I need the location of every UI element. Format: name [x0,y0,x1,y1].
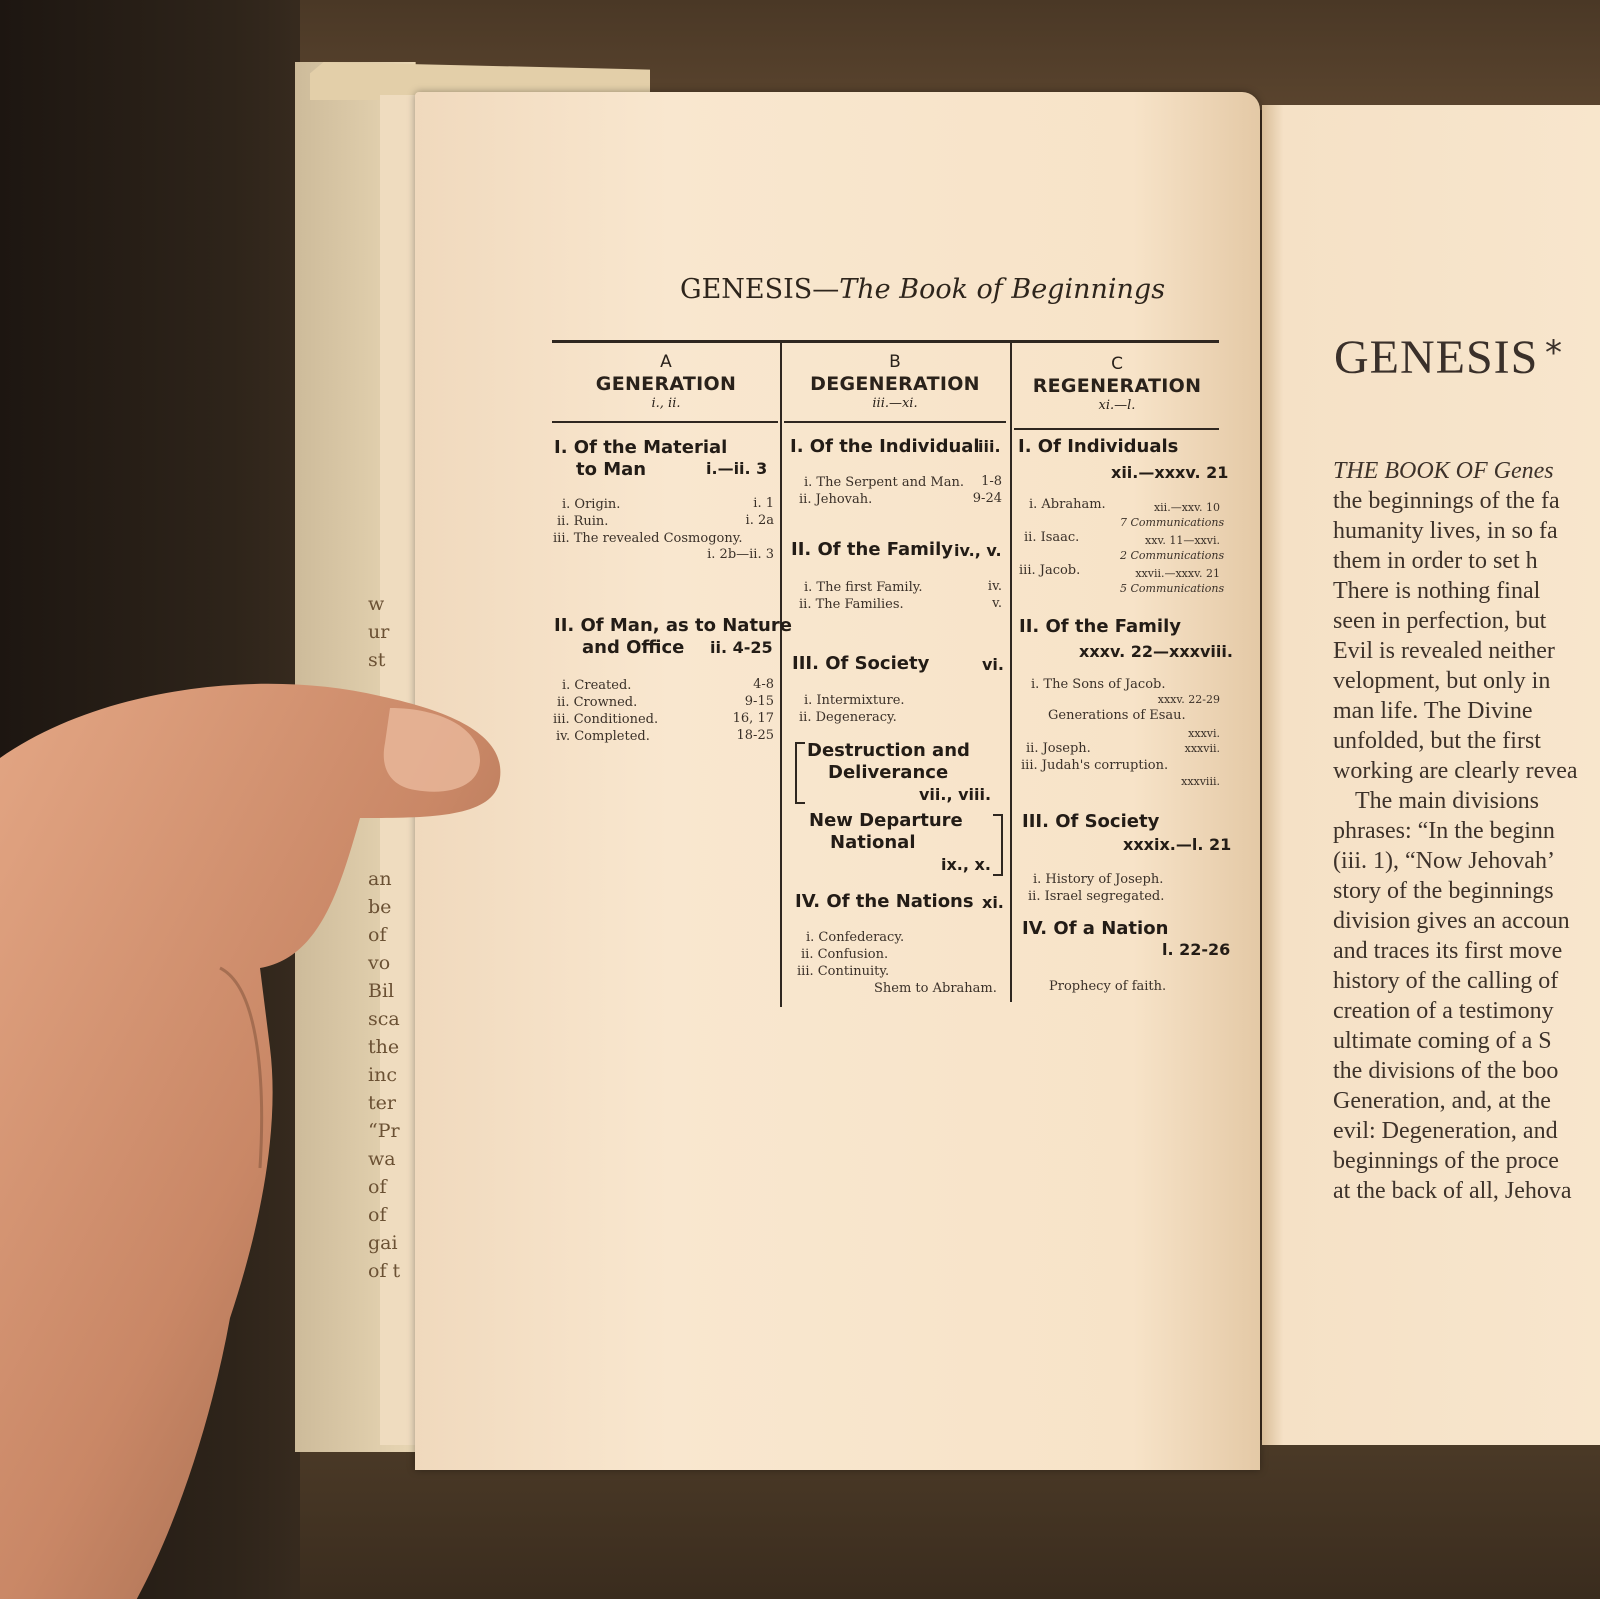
b-s1-ref: 1-8 [981,474,1002,489]
c-s3-item: i. History of Joseph. [1033,872,1164,887]
b-nd-ref: ix., x. [941,855,991,874]
c-section-1-ref: xii.—xxxv. 21 [1111,463,1229,482]
b-s4-item: i. Confederacy. [806,930,905,945]
a-s1-item: ii. Ruin. [557,514,609,529]
b-section-2-head: II. Of the Family [791,539,954,560]
header-rule-a [552,421,778,423]
b-destruction-head: Destruction and [807,740,970,761]
b-s2-item: i. The first Family. [804,580,923,595]
b-s1-item: i. The Serpent and Man. [804,475,964,490]
a-s2-ref: 18-25 [736,728,774,743]
column-refs: iii.—xi. [872,396,918,411]
a-s1-ref: i. 2b—ii. 3 [707,547,774,562]
b-s3-item: ii. Degeneracy. [799,710,897,725]
b-s1-ref: 9-24 [972,491,1002,506]
column-refs: i., ii. [651,396,681,411]
bracket-right [993,814,1003,876]
column-header-a [560,352,772,412]
column-name: GENERATION [595,373,737,395]
underlying-text-upper: w ur st [368,593,390,671]
c-section-3-head: III. Of Society [1022,811,1160,832]
underlying-text-lower: an be of vo Bil sca the inc ter “Pr wa of of gai of t [368,868,401,1282]
a-section-1-head: I. Of the Material [554,437,728,458]
c-s2-ref: xxxviii. [1181,775,1220,788]
column-letter: A [660,352,672,372]
c-section-2-ref: xxxv. 22—xxxviii. [1079,642,1233,661]
a-section-1-head-cont: to Man [576,459,647,480]
column-letter: B [889,352,901,372]
c-s1-comm: 5 Communications [1120,582,1225,595]
b-section-2-ref: iv., v. [954,541,1002,560]
b-s3-item: i. Intermixture. [804,693,905,708]
header-rule-b [784,421,1006,423]
right-page-heading: GENESIS [1334,331,1539,384]
b-section-1-ref: iii. [978,437,1001,456]
c-s2-item: i. The Sons of Jacob. [1031,677,1166,692]
b-section-3-head: III. Of Society [792,653,930,674]
a-s2-ref: 16, 17 [732,711,774,726]
c-s1-ref: xii.—xxv. 10 [1153,501,1220,514]
c-section-2-head: II. Of the Family [1019,616,1182,637]
c-section-1-head: I. Of Individuals [1018,436,1179,457]
page-title: GENESIS—The Book of Beginnings [680,274,1166,305]
a-section-2-ref: ii. 4-25 [710,638,773,657]
column-divider-ab [780,342,782,1007]
c-s1-comm: 2 Communications [1120,549,1225,562]
b-new-departure-head: New Departure [809,810,963,831]
b-s4-item: ii. Confusion. [801,947,889,962]
asterisk-icon: * [1545,333,1562,373]
b-s2-ref: iv. [987,579,1002,594]
a-s2-item: ii. Crowned. [557,695,638,710]
a-s2-item: iv. Completed. [556,729,650,744]
column-header-b [785,352,1005,412]
c-s1-item: ii. Isaac. [1024,530,1080,545]
c-s2-generations: Generations of Esau. [1048,708,1186,723]
c-s2-item: iii. Judah's corruption. [1021,758,1169,773]
c-s1-comm: 7 Communications [1120,516,1225,529]
b-s1-item: ii. Jehovah. [799,492,873,507]
a-s2-ref: 9-15 [744,694,774,709]
b-section-4-head: IV. Of the Nations [795,891,974,912]
c-s2-ref: xxxvii. [1184,742,1220,755]
b-section-3-ref: vi. [982,655,1004,674]
column-name: REGENERATION [1032,375,1202,397]
hand-holding-page [0,668,520,1599]
b-s2-item: ii. The Families. [799,597,904,612]
a-section-2-head: II. Of Man, as to Nature [554,615,792,636]
column-refs: xi.—l. [1098,398,1136,413]
c-s2-item: ii. Joseph. [1026,741,1091,756]
column-divider-bc [1010,342,1012,1002]
a-s2-item: i. Created. [562,678,632,693]
a-s1-ref: i. 1 [753,496,774,511]
c-s3-item: ii. Israel segregated. [1028,889,1165,904]
c-s4-tail: Prophecy of faith. [1049,979,1167,994]
c-section-4-ref: l. 22-26 [1162,940,1231,959]
c-s1-item: iii. Jacob. [1019,563,1081,578]
column-name: DEGENERATION [810,373,980,395]
table-top-rule [552,340,1219,343]
bracket-left [795,742,805,804]
c-s1-ref: xxvii.—xxxv. 21 [1135,567,1220,580]
header-rule-c [1014,428,1219,430]
a-s1-item: i. Origin. [562,497,621,512]
b-deliverance-head: Deliverance [828,762,949,783]
b-national-head: National [830,832,916,853]
a-s1-ref: i. 2a [745,513,774,528]
c-section-4-head: IV. Of a Nation [1022,918,1169,939]
column-letter: C [1111,354,1123,374]
b-s4-item: iii. Continuity. [797,964,890,979]
column-header-c [1012,354,1222,414]
b-dd-ref: vii., viii. [919,785,992,804]
c-s1-ref: xxv. 11—xxvi. [1145,534,1220,547]
c-s1-item: i. Abraham. [1029,497,1106,512]
a-s1-item: iii. The revealed Cosmogony. [553,531,743,546]
b-section-1-head: I. Of the Individual [790,436,980,457]
b-s2-ref: v. [992,596,1002,611]
a-section-2-head-cont: and Office [582,637,685,658]
c-s2-ref: xxxvi. [1188,727,1220,740]
a-s2-item: iii. Conditioned. [553,712,659,727]
c-section-3-ref: xxxix.—l. 21 [1123,835,1232,854]
a-s2-ref: 4-8 [753,677,774,692]
right-page-body: THE BOOK OF Genes the beginnings of the fa humanity lives, in so fa them in order to set h There is nothing final seen in perfection, but Evil is revealed neither velopment, but only in man life. The Divine unfolded, but the first working are clearly revea The main divisions phrases: “In the beginn (iii. 1), “Now Jehovah’ story of the beginnings division gives an accoun and traces its first move history of the calling of creation of a testimony ultimate coming of a S the divisions of the boo Generation, and, at the evil: Degeneration, and beginnings of the proce at the back of all, Jehova [1333,458,1578,1204]
c-s2-ref: xxxv. 22-29 [1157,693,1220,706]
b-s4-tail: Shem to Abraham. [874,981,997,996]
b-section-4-ref: xi. [982,893,1004,912]
a-section-1-ref: i.—ii. 3 [706,459,768,478]
